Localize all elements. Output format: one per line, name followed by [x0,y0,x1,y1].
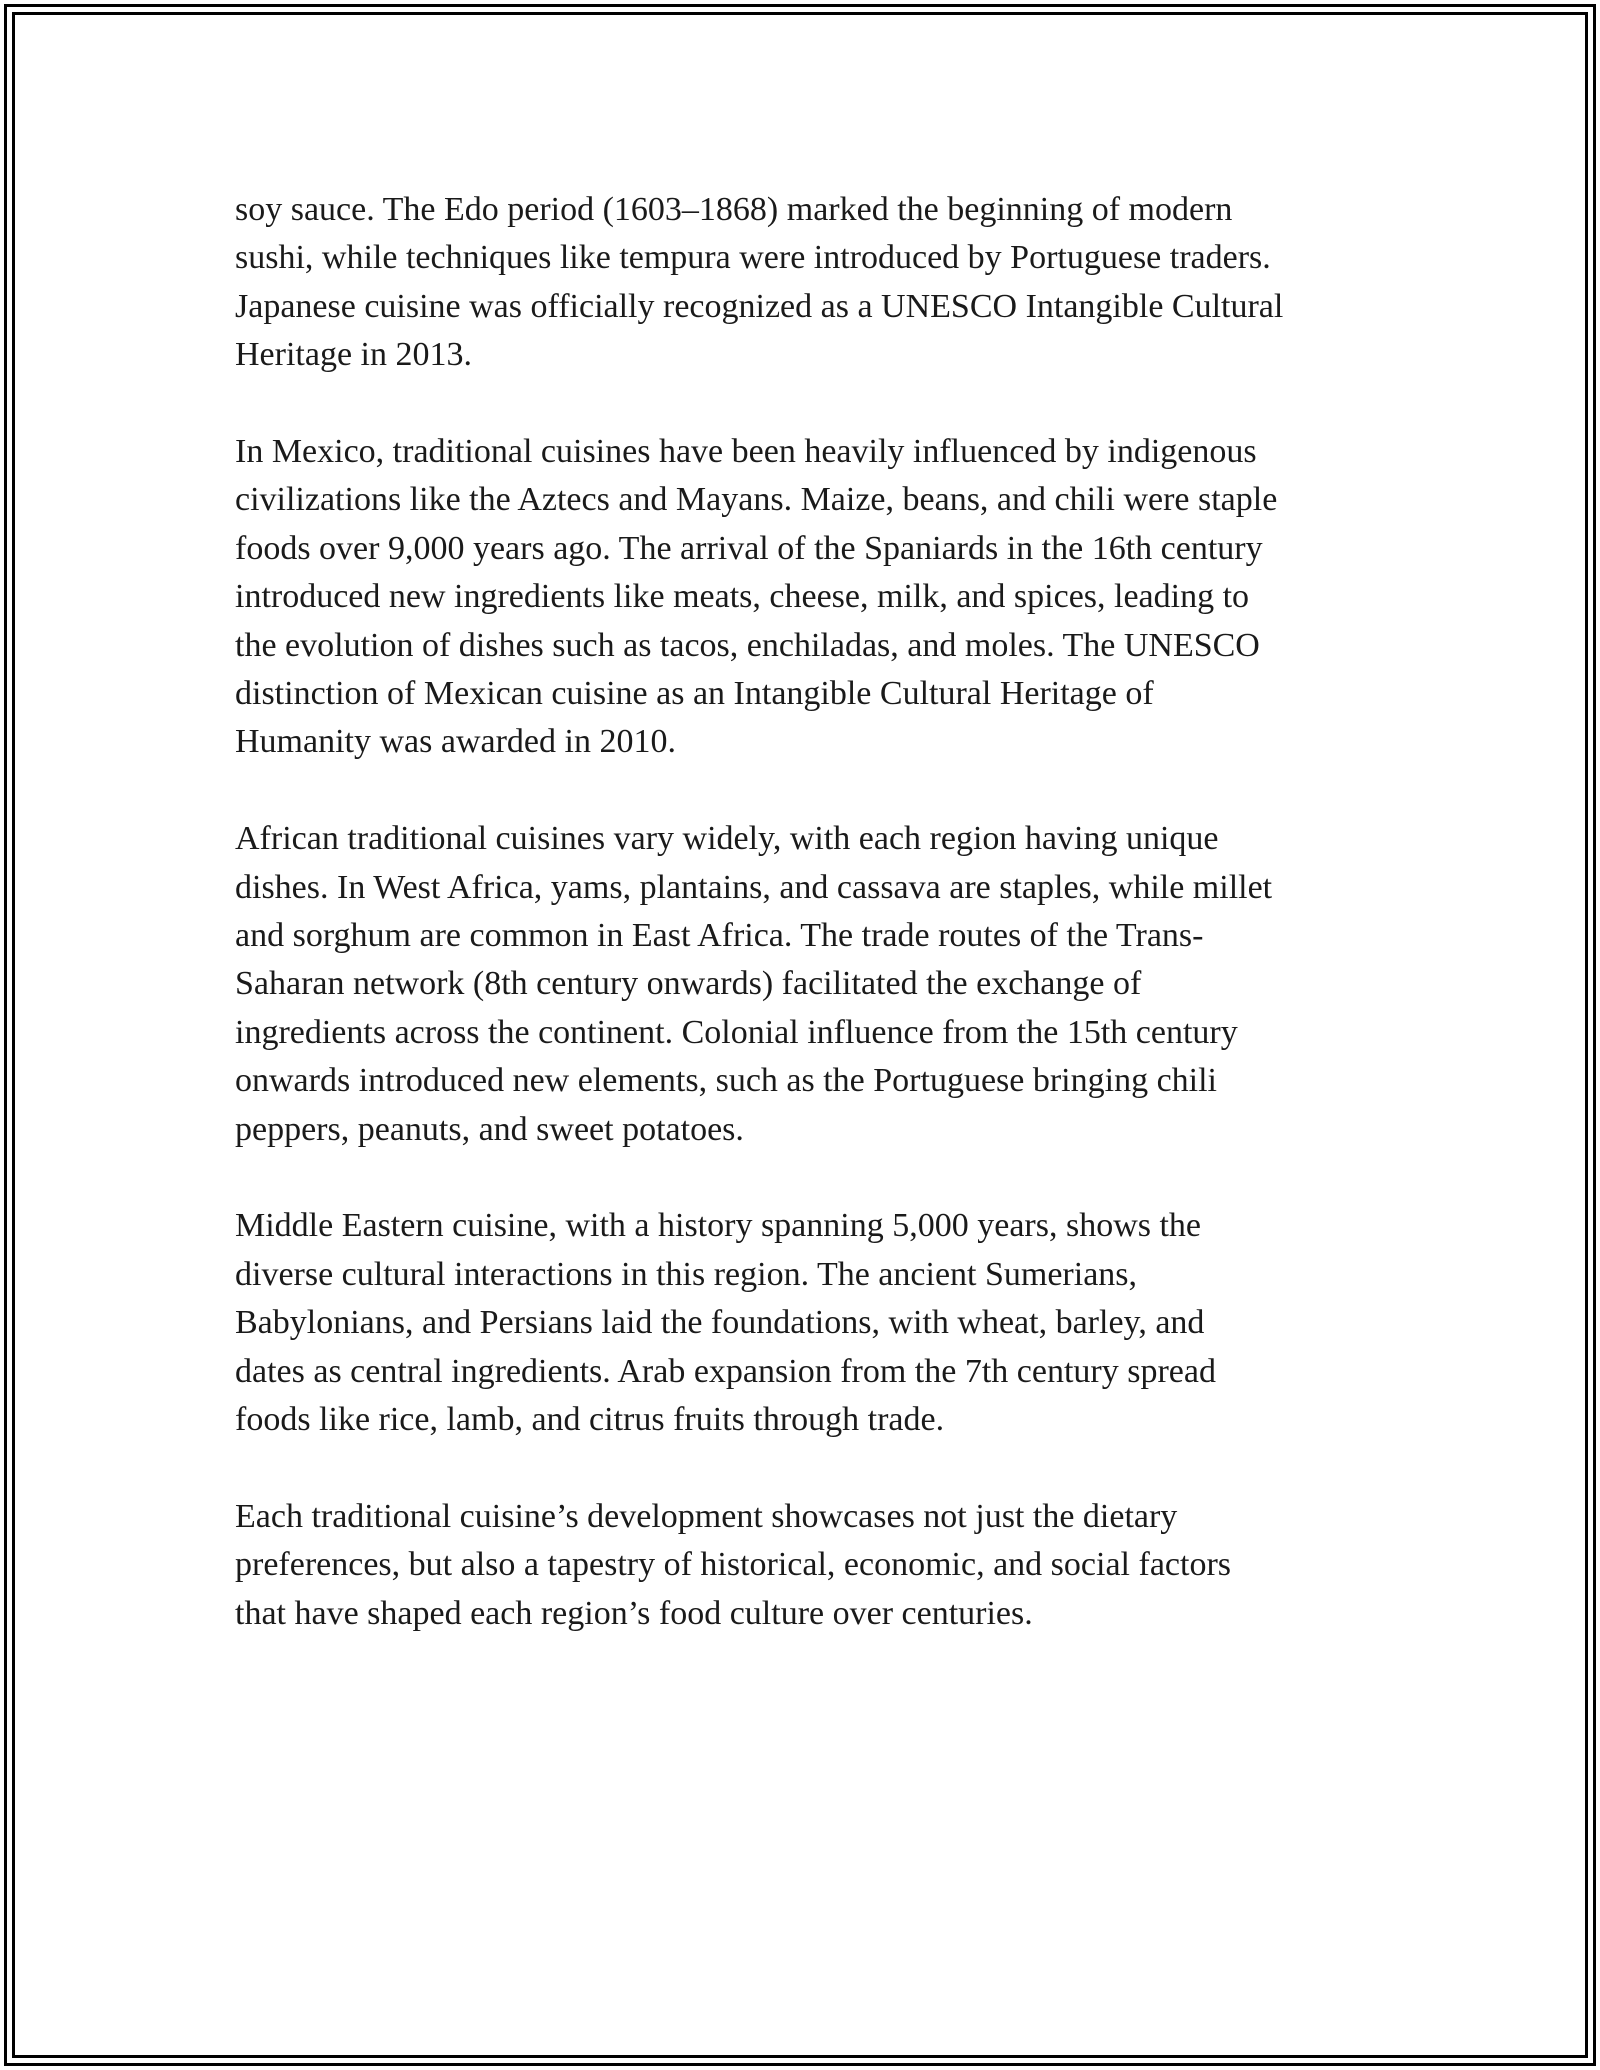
text-line: Japanese cuisine was officially recognized as a UNESCO Intangible Cultural [235,287,1284,325]
paragraph-africa [235,815,1385,1154]
text-line: ingredients across the continent. Colonial influence from the 15th century [235,1013,1238,1051]
text-line: Heritage in 2013. [235,336,472,374]
paragraph-mexico [235,428,1385,767]
text-line: Humanity was awarded in 2010. [235,723,676,761]
text-line: the evolution of dishes such as tacos, enchiladas, and moles. The UNESCO [235,626,1260,664]
text-line: Middle Eastern cuisine, with a history spanning 5,000 years, shows the [235,1207,1202,1245]
text-line: distinction of Mexican cuisine as an Intangible Cultural Heritage of [235,675,1154,713]
text-line: civilizations like the Aztecs and Mayans. Maize, beans, and chili were staple [235,481,1278,519]
paragraph-middle-east [235,1202,1385,1444]
text-line: sushi, while techniques like tempura were introduced by Portuguese traders. [235,239,1271,277]
text-line: soy sauce. The Edo period (1603–1868) marked the beginning of modern [235,191,1233,228]
text-line: that have shaped each region’s food culture over centuries. [235,1594,1033,1632]
text-line: diverse cultural interactions in this region. The ancient Sumerians, [235,1255,1138,1293]
text-line: and sorghum are common in East Africa. The trade routes of the Trans- [235,917,1204,955]
text-line: In Mexico, traditional cuisines have been heavily influenced by indigenous [235,433,1257,471]
text-line: peppers, peanuts, and sweet potatoes. [235,1110,744,1148]
text-line: Babylonians, and Persians laid the foundations, with wheat, barley, and [235,1304,1205,1342]
text-line: foods like rice, lamb, and citrus fruits through trade. [235,1401,945,1439]
text-line: dishes. In West Africa, yams, plantains, and cassava are staples, while millet [235,868,1273,906]
document-body [235,186,1385,1687]
text-line: African traditional cuisines vary widely, with each region having unique [235,820,1219,858]
paragraph-japan [235,186,1385,380]
text-line: foods over 9,000 years ago. The arrival of the Spaniards in the 16th century [235,529,1263,567]
text-line: preferences, but also a tapestry of historical, economic, and social factors [235,1546,1231,1584]
text-line: introduced new ingredients like meats, cheese, milk, and spices, leading to [235,578,1250,616]
text-line: onwards introduced new elements, such as the Portuguese bringing chili [235,1062,1217,1100]
paragraph-conclusion [235,1493,1385,1638]
text-line: Saharan network (8th century onwards) facilitated the exchange of [235,965,1142,1003]
text-line: dates as central ingredients. Arab expansion from the 7th century spread [235,1352,1216,1390]
text-line: Each traditional cuisine’s development showcases not just the dietary [235,1497,1178,1535]
